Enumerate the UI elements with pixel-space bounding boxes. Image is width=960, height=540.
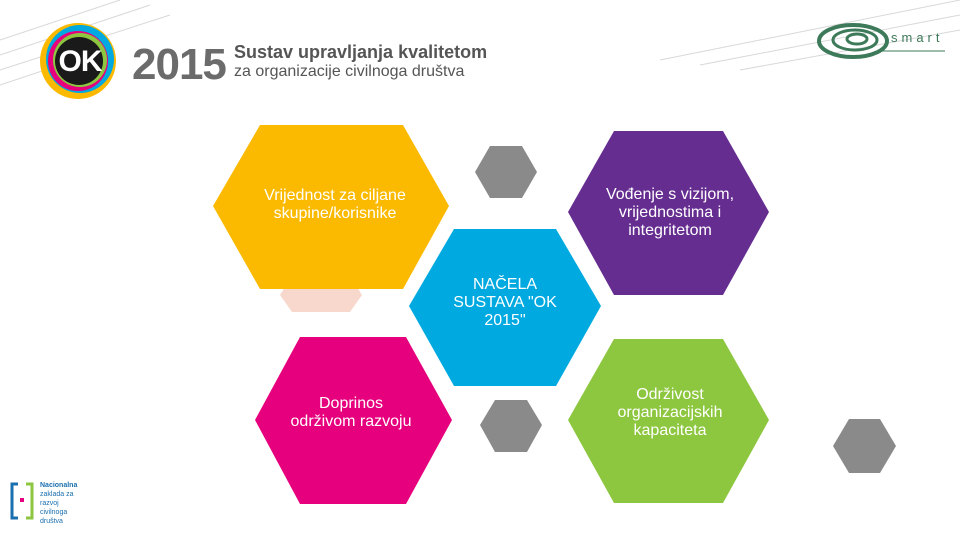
gray-hexagon-right [833,419,896,473]
foundation-logo [8,478,108,538]
foundation-line-5: društva [40,518,63,525]
gray-hexagon-bottom [480,400,542,452]
foundation-line-4: civilnoga [40,509,68,516]
smart-logo-text: smart [891,30,944,45]
principle-bottom-left-label: Doprinos održivom razvoju [290,394,412,430]
foundation-line-3: razvoj [40,500,59,507]
principle-top-left-label: Vrijednost za ciljane skupine/korisnike [264,187,406,222]
logo-year: 2015 [132,40,226,89]
gray-hexagon-top [475,146,537,198]
foundation-line-2: zaklada za [40,491,74,498]
foundation-bracket-icon [8,478,42,528]
principle-bottom-right-label: Održivost organizacijskih kapaciteta [617,385,723,439]
foundation-line-1: Nacionalna [40,482,78,489]
logo-subtitle: za organizacije civilnoga društva [234,63,465,80]
principle-center-label: NAČELA SUSTAVA "OK 2015" [453,276,557,329]
principle-top-right-label: Vođenje s vizijom, vrijednostima i integritetom [605,185,735,239]
ok-logo-text: OK [58,45,102,78]
logo-title: Sustav upravljanja kvalitetom [234,42,488,62]
